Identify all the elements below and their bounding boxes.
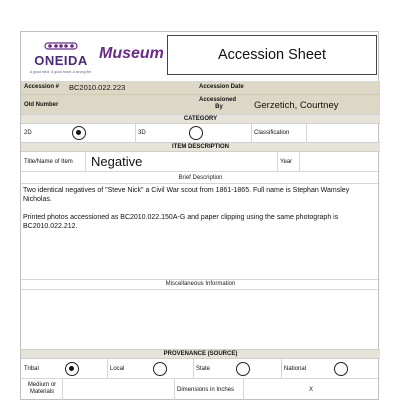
brief-description-paragraph-2[interactable]: Printed photos accessioned as BC2010.022.150A-G and paper clipping using the same photograph is BC2010.022.212. (23, 214, 339, 230)
divider (277, 152, 278, 171)
title-label: Title/Name of Item (24, 159, 73, 165)
divider (306, 124, 307, 142)
museum-label: Museum (99, 45, 164, 62)
divider (107, 359, 108, 378)
dimensions-label: Dimensions in Inches (177, 387, 235, 393)
divider (62, 379, 63, 400)
divider (193, 359, 194, 378)
provenance-heading: PROVENANCE (SOURCE) (163, 351, 238, 357)
oneida-logo (23, 36, 99, 80)
accession-number-field[interactable]: BC2010.022.223 (69, 83, 126, 92)
provenance-tribal-radio[interactable] (65, 362, 79, 376)
sheet-header (21, 32, 380, 81)
title-row (21, 152, 380, 172)
provenance-state-radio[interactable] (236, 362, 250, 376)
category-band (21, 114, 380, 124)
old-number-label: Old Number (24, 102, 59, 108)
provenance-band (21, 349, 380, 359)
dimensions-row (21, 379, 380, 400)
title-field[interactable]: Negative (91, 154, 143, 169)
accession-sheet (20, 31, 379, 400)
divider (243, 379, 244, 400)
accession-date-label: Accession Date (199, 84, 244, 90)
logo-tagline: A good mind. A good heart. A strong fire. (29, 70, 93, 74)
category-heading: CATEGORY (183, 116, 218, 122)
brief-description-paragraph-1[interactable]: Two identical negatives of "Steve Nick" a Civil War scout from 1861-1865. Full name is Stephan Wamsley Nicholas. (23, 187, 350, 203)
dimensions-separator: X (309, 387, 314, 393)
provenance-row (21, 359, 380, 379)
medium-label-line2: Materials (29, 389, 55, 395)
category-2d-label: 2D (24, 130, 32, 136)
logo-wordmark: ONEIDA (34, 53, 88, 68)
accession-number-label: Accession # (24, 84, 60, 90)
provenance-local-label: Local (110, 366, 125, 372)
wampum-belt-icon (44, 40, 78, 52)
provenance-national-radio[interactable] (334, 362, 348, 376)
accessioned-by-label-line1: Accessioned (199, 97, 237, 103)
provenance-state-label: State (196, 366, 211, 372)
divider (135, 124, 136, 142)
provenance-national-label: National (284, 366, 307, 372)
divider (21, 183, 380, 184)
accession-number-row (21, 81, 380, 94)
divider (21, 289, 380, 290)
provenance-tribal-label: Tribal (24, 366, 39, 372)
item-description-band (21, 142, 380, 152)
divider (251, 124, 252, 142)
classification-label: Classification (254, 130, 290, 136)
accessioned-by-label-line2: By (215, 104, 223, 110)
item-description-heading: ITEM DESCRIPTION (171, 144, 229, 150)
category-3d-label: 3D (138, 130, 146, 136)
misc-information-label: Miscellaneous Information (165, 281, 236, 287)
medium-materials-label (24, 382, 60, 396)
page-title: Accession Sheet (167, 35, 377, 75)
category-2d-radio[interactable] (72, 126, 86, 140)
brief-description-label: Brief Description (178, 175, 223, 181)
category-3d-radio[interactable] (189, 126, 203, 140)
divider (174, 379, 175, 400)
accessioned-by-label (199, 97, 239, 111)
accessioned-by-field[interactable]: Gerzetich, Courtney (254, 100, 339, 111)
provenance-local-radio[interactable] (153, 362, 167, 376)
old-number-row (21, 94, 380, 114)
year-label: Year (280, 159, 293, 165)
category-row (21, 124, 380, 142)
divider (85, 152, 86, 171)
medium-label-line1: Medium or (27, 382, 57, 388)
divider (281, 359, 282, 378)
divider (21, 279, 380, 280)
divider (299, 152, 300, 171)
